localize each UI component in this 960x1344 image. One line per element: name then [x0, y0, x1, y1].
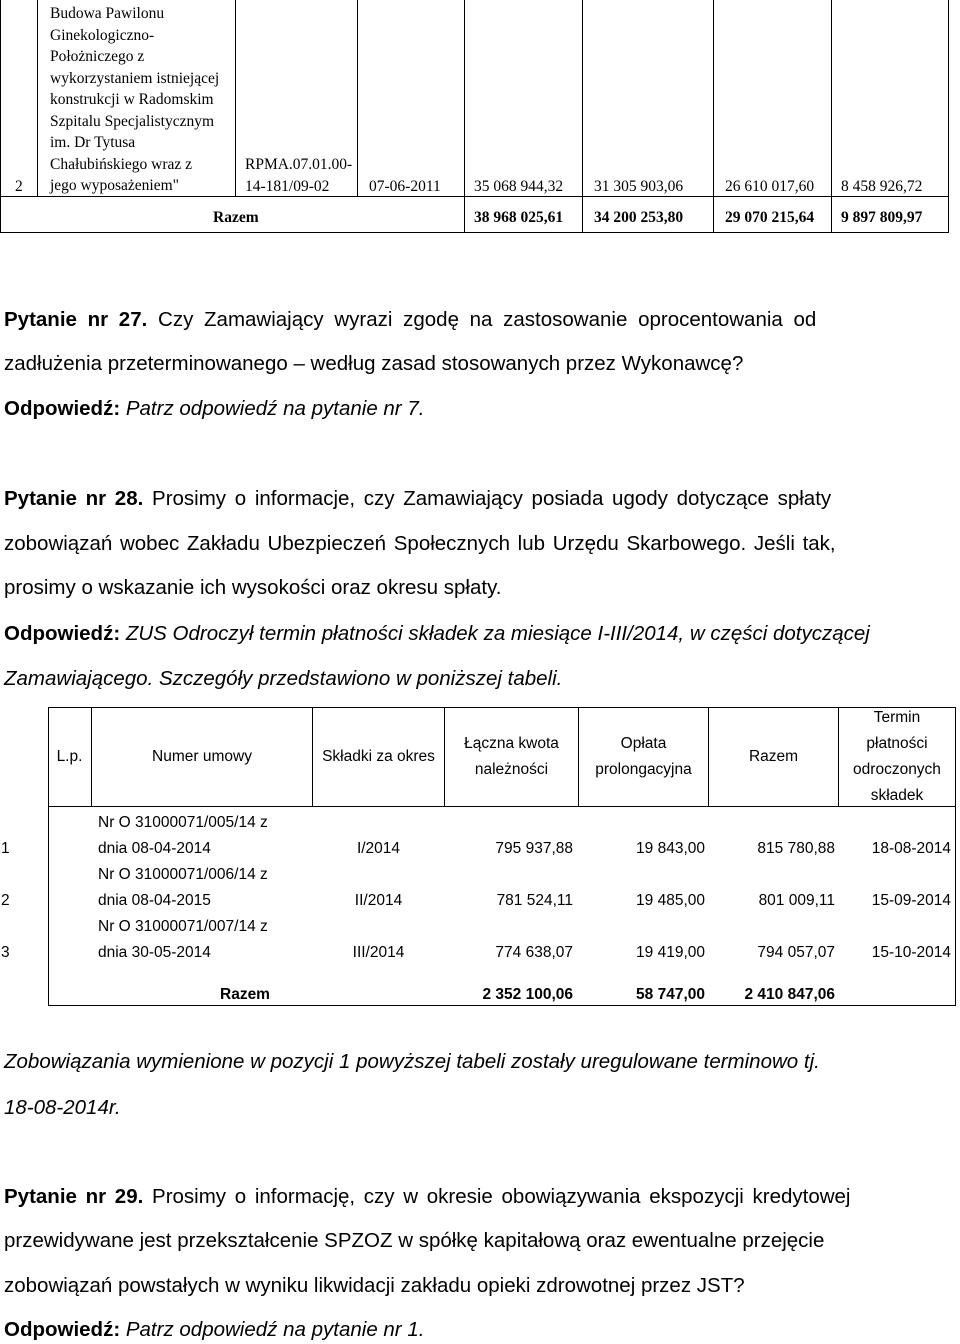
- row-due-date: 15-09-2014: [871, 892, 951, 909]
- answer-27: [4, 397, 930, 420]
- header-due-line: odroczonych: [853, 761, 941, 778]
- project-code-line: 14-181/09-02: [245, 178, 330, 195]
- question-27-text: Czy Zamawiający wyrazi zgodę na zastosowanie oprocentowania od: [158, 308, 817, 331]
- table-border: [48, 707, 956, 708]
- row-amount: 781 524,11: [496, 892, 573, 909]
- project-line: Budowa Pawilonu: [50, 5, 165, 22]
- row-contract-line: Nr O 31000071/005/14 z: [98, 814, 268, 831]
- answer-28: [4, 622, 930, 645]
- question-28-text: zobowiązań wobec Zakładu Ubezpieczeń Społecznych lub Urzędu Skarbowego. Jeśli tak,: [4, 532, 836, 555]
- col-divider: [464, 0, 465, 196]
- total-value: 29 070 215,64: [725, 209, 815, 226]
- total-label: Razem: [220, 986, 270, 1003]
- answer-text: Zamawiającego. Szczegóły przedstawiono w poniższej tabeli.: [4, 667, 563, 690]
- question-27-line: [4, 308, 930, 331]
- answer-text: Patrz odpowiedź na pytanie nr 7.: [125, 397, 425, 420]
- total-amount: 2 352 100,06: [482, 986, 573, 1003]
- deferral-table: [1, 707, 956, 1006]
- answer-text: ZUS Odroczył termin płatności składek za miesiące I-III/2014, w części dotyczącej: [125, 622, 870, 645]
- row-amount: 795 937,88: [495, 840, 573, 857]
- question-29-label: Pytanie nr 29.: [4, 1185, 144, 1208]
- header-amount-line: Łączna kwota: [464, 735, 559, 752]
- row-due-date: 18-08-2014: [871, 840, 951, 857]
- header-due-line: składek: [870, 787, 924, 804]
- row-contract-line: Nr O 31000071/007/14 z: [98, 918, 268, 935]
- project-line: Szpitalu Specjalistycznym: [50, 112, 215, 130]
- project-name: [50, 3, 219, 197]
- col-divider: [831, 196, 832, 232]
- table-border: [955, 707, 956, 1006]
- row-period: II/2014: [354, 892, 403, 909]
- row-fee: 19 419,00: [636, 944, 705, 961]
- header-due-line: płatności: [866, 735, 928, 752]
- row-due-date: 15-10-2014: [871, 944, 951, 961]
- header-fee-line: prolongacyjna: [595, 761, 692, 778]
- col-divider: [235, 0, 236, 196]
- row-total: 801 009,11: [758, 892, 835, 909]
- question-28-text: Prosimy o informacje, czy Zamawiający posiada ugody dotyczące spłaty: [152, 487, 832, 510]
- row-divider: [48, 806, 956, 807]
- project-line: jego wyposażeniem": [50, 177, 179, 194]
- row-number: 2: [15, 178, 23, 195]
- project-code-line: RPMA.07.01.00-: [245, 156, 353, 173]
- row-period: III/2014: [352, 944, 405, 961]
- header-fee-line: Opłata: [620, 735, 667, 752]
- contract-date: 07-06-2011: [369, 178, 441, 195]
- row-lp: 1: [1, 840, 10, 857]
- row-amount: 774 638,07: [495, 944, 573, 961]
- project-line: Chałubińskiego wraz z: [50, 155, 193, 173]
- value-cell: 8 458 926,72: [841, 178, 923, 195]
- header-due-line: Termin: [873, 709, 921, 726]
- project-line: wykorzystaniem istniejącej: [50, 69, 220, 87]
- value-cell: 35 068 944,32: [474, 178, 564, 195]
- row-contract-line: Nr O 31000071/006/14 z: [98, 866, 268, 883]
- question-28-label: Pytanie nr 28.: [4, 487, 144, 510]
- row-total: 794 057,07: [757, 944, 835, 961]
- question-28-text: prosimy o wskazanie ich wysokości oraz okresu spłaty.: [4, 576, 502, 599]
- question-27-label: Pytanie nr 27.: [4, 308, 148, 331]
- col-divider: [713, 0, 714, 196]
- project-line: Ginekologiczno-: [50, 26, 155, 44]
- total-label: Razem: [213, 209, 259, 226]
- total-value: 9 897 809,97: [841, 209, 923, 226]
- header-total: Razem: [748, 748, 799, 765]
- answer-label: Odpowiedź:: [4, 622, 121, 645]
- total-fee: 58 747,00: [636, 986, 705, 1003]
- total-value: 34 200 253,80: [594, 209, 684, 226]
- question-29-text: zobowiązań powstałych w wyniku likwidacji zakładu opieki zdrowotnej przez JST?: [4, 1274, 745, 1297]
- header-period: Składki za okres: [322, 748, 435, 765]
- row-contract-line: dnia 30-05-2014: [98, 944, 211, 961]
- funding-table: [0, 0, 949, 233]
- col-divider: [464, 196, 465, 232]
- row-period: I/2014: [356, 840, 401, 857]
- question-29-line: [4, 1185, 930, 1208]
- note-line: 18-08-2014r.: [4, 1096, 121, 1119]
- value-cell: 31 305 903,06: [594, 178, 684, 195]
- col-divider: [831, 0, 832, 196]
- row-fee: 19 843,00: [636, 840, 705, 857]
- answer-label: Odpowiedź:: [4, 1318, 121, 1341]
- row-contract-line: dnia 08-04-2015: [98, 892, 211, 909]
- project-line: im. Dr Tytusa: [50, 134, 136, 151]
- col-divider: [37, 0, 38, 196]
- value-cell: 26 610 017,60: [725, 178, 815, 195]
- row-lp: 3: [1, 944, 10, 961]
- question-28-line: [4, 487, 930, 510]
- col-divider: [357, 0, 358, 196]
- answer-text: Patrz odpowiedź na pytanie nr 1.: [125, 1318, 425, 1341]
- col-divider: [582, 196, 583, 232]
- col-divider: [713, 196, 714, 232]
- question-29-text: przewidywane jest przekształcenie SPZOZ w spółkę kapitałową oraz ewentualne przejęcie: [4, 1229, 825, 1252]
- project-line: konstrukcji w Radomskim: [50, 91, 214, 108]
- header-contract: Numer umowy: [152, 748, 252, 765]
- col-divider: [582, 0, 583, 196]
- row-lp: 2: [1, 892, 10, 909]
- total-value: 38 968 025,61: [474, 209, 564, 226]
- note-line: Zobowiązania wymienione w pozycji 1 powyższej tabeli zostały uregulowane terminowo tj.: [4, 1050, 820, 1073]
- question-27-text: zadłużenia przeterminowanego – według zasad stosowanych przez Wykonawcę?: [4, 352, 744, 375]
- answer-29: [4, 1318, 930, 1341]
- question-29-text: Prosimy o informację, czy w okresie obowiązywania ekspozycji kredytowej: [152, 1185, 851, 1208]
- project-line: Położniczego z: [50, 48, 145, 65]
- row-total: 815 780,88: [757, 840, 835, 857]
- total-sum: 2 410 847,06: [744, 986, 835, 1003]
- header-lp: L.p.: [56, 748, 83, 765]
- header-amount-line: należności: [474, 761, 549, 778]
- answer-label: Odpowiedź:: [4, 397, 121, 420]
- row-fee: 19 485,00: [636, 892, 705, 909]
- row-contract-line: dnia 08-04-2014: [98, 840, 211, 857]
